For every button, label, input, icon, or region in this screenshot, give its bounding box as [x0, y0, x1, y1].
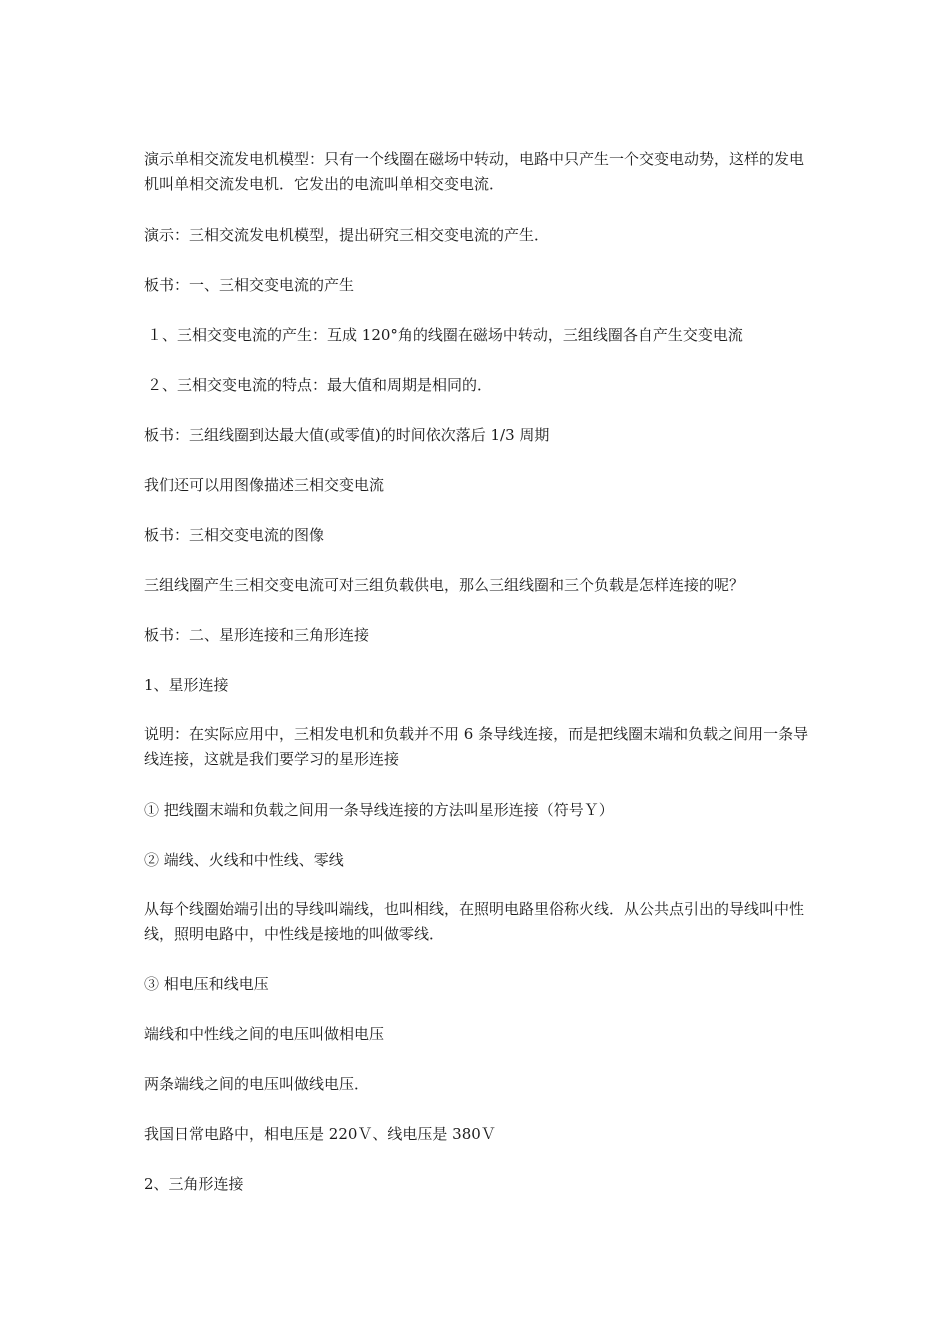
paragraph-characteristics-point-2: ２、三相交变电流的特点：最大值和周期是相同的．	[147, 376, 493, 394]
paragraph-line-voltage: 两条端线之间的电压叫做线电压．	[144, 1075, 370, 1093]
paragraph-star-explanation: 说明：在实际应用中，三相发电机和负载并不用 6 条导线连接，而是把线圈末端和负载之间用一条导线连接，这就是我们要学习的星形连接	[144, 725, 809, 768]
paragraph-lines-heading: ② 端线、火线和中性线、零线	[144, 851, 344, 869]
paragraph-voltage-heading: ③ 相电压和线电压	[144, 975, 269, 993]
heading-three-phase-generation: 板书：一、三相交变电流的产生	[144, 276, 355, 294]
heading-delta-connection: 2、三角形连接	[144, 1175, 244, 1193]
paragraph-lines-explanation: 从每个线圈始端引出的导线叫端线，也叫相线，在照明电路里俗称火线．从公共点引出的导线叫中性线，照明电路中，中性线是接地的叫做零线．	[144, 900, 805, 943]
paragraph-load-question: 三组线圈产生三相交变电流可对三组负载供电，那么三组线圈和三个负载是怎样连接的呢？	[144, 576, 745, 594]
paragraph-three-phase-demo: 演示：三相交流发电机模型，提出研究三相交变电流的产生．	[144, 226, 550, 244]
paragraph-phase-voltage: 端线和中性线之间的电压叫做相电压	[144, 1025, 385, 1043]
paragraph-single-phase-demo: 演示单相交流发电机模型：只有一个线圈在磁场中转动，电路中只产生一个交变电动势，这样的发电机叫单相交流发电机．它发出的电流叫单相交变电流．	[144, 150, 805, 193]
paragraph-generation-point-1: １、三相交变电流的产生：互成 120°角的线圈在磁场中转动，三组线圈各自产生交变电流	[147, 326, 743, 344]
paragraph-phase-lag: 板书：三组线圈到达最大值(或零值)的时间依次落后 1/3 周期	[144, 426, 550, 444]
heading-star-connection: 1、星形连接	[144, 676, 229, 694]
paragraph-voltage-values: 我国日常电路中，相电压是 220Ｖ、线电压是 380Ｖ	[144, 1125, 496, 1143]
paragraph-graph-intro: 我们还可以用图像描述三相交变电流	[144, 476, 385, 494]
heading-current-graph: 板书：三相交变电流的图像	[144, 526, 325, 544]
paragraph-star-definition: ① 把线圈末端和负载之间用一条导线连接的方法叫星形连接（符号Ｙ）	[144, 801, 614, 819]
heading-star-delta: 板书：二、星形连接和三角形连接	[144, 626, 370, 644]
